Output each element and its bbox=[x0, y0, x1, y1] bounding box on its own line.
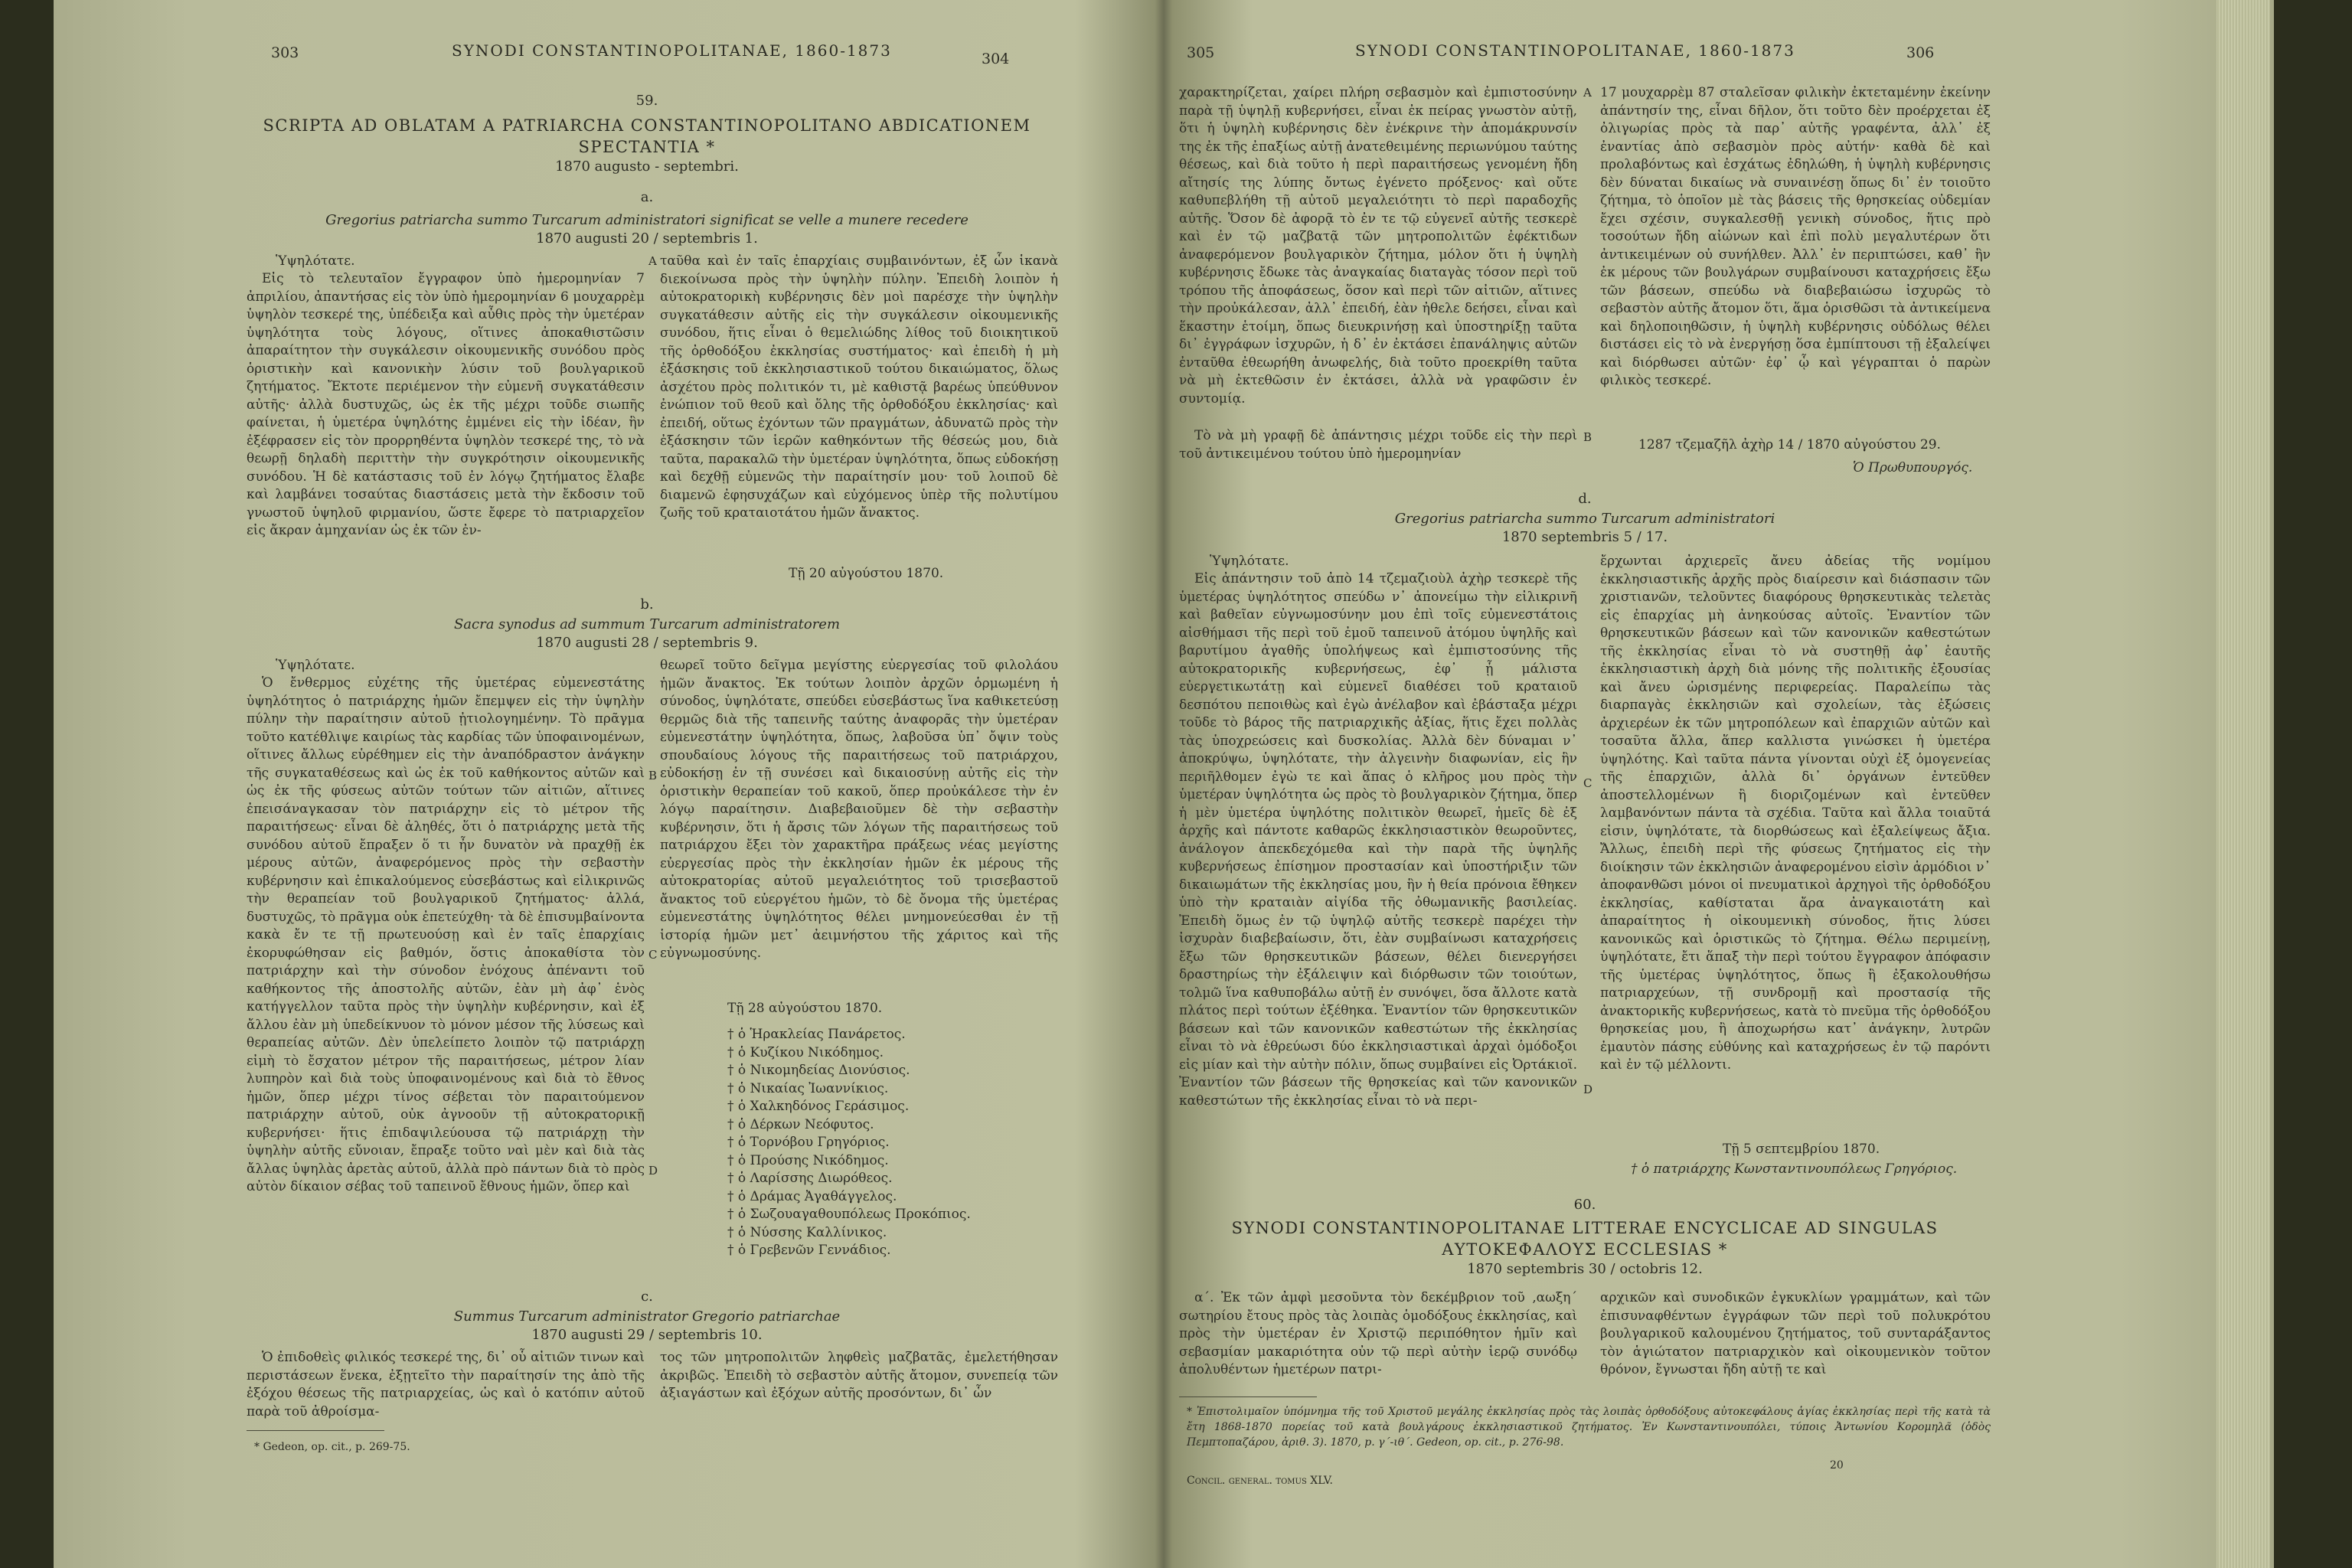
running-head: SYNODI CONSTANTINOPOLITANAE, 1860-1873 bbox=[452, 41, 892, 60]
section-date: 1870 septembris 5 / 17. bbox=[1501, 529, 1668, 545]
document-number: 60. bbox=[1573, 1197, 1596, 1213]
section-heading: Gregorius patriarcha summo Turcarum administratori significat se velle a munere recedere bbox=[325, 212, 969, 228]
left-page bbox=[54, 0, 1080, 1568]
closing-date: Τῇ 5 σεπτεμβρίου 1870. bbox=[1723, 1142, 1880, 1157]
footnote-rule bbox=[247, 1430, 384, 1431]
margin-letter: D bbox=[648, 1164, 658, 1178]
document-title: SYNODI CONSTANTINOPOLITANAE LITTERAE ENCYCLICAE AD SINGULAS bbox=[1231, 1219, 1939, 1237]
text-column: Τὸ νὰ μὴ γραφῇ δὲ ἀπάντησις μέχρι τοῦδε εἰς τὴν περὶ τοῦ ἀντικειμένου τούτου ὑπὸ ἡμερομηνίαν bbox=[1179, 428, 1577, 462]
signatory: † ὁ Ἡρακλείας Πανάρετος. bbox=[727, 1027, 906, 1042]
text-column: Ὁ ἔνθερμος εὐχέτης τῆς ὑμετέρας εὐμενεστάτης ὑψηλότητος ὁ πατριάρχης ἡμῶν ἔπεμψεν εἰς τὴν ὑψηλὴν πύλην τὴν παραίτησιν αὐτοῦ ᾐτιολογημένην. Τὸ πρᾶγμα τοῦτο κατέθλιψε καιρίως τὰς καρδίας τῶν ὑποφαινομένων, οἵτινες ἄλλως εὑρέθημεν εἰς τὴν ἀναπόδραστον ἀνάγκην τῆς συγκαταθέσεως καὶ ὡς ἐκ τοῦ καθήκοντος αὐτῶν καὶ ὡς ἐκ τῆς φύσεως αὐτῶν τούτων τῶν αἰτιῶν, αἵτινες ἐπεισάναγκασαν τὸν πατριάρχην εἰς τὸ μέτρον τῆς παραιτήσεως· εἶναι δὲ ἀληθές, ὅτι ὁ πατριάρχης μετὰ τῆς συνόδου αὐτοῦ ἔπραξεν ὅ τι ἦν δυνατὸν νὰ πραχθῇ ἐκ μέρους αὐτῶν, ἀναφερόμενος πρὸς τὴν σεβαστὴν κυβέρνησιν καὶ ἐπικαλούμενος εὐσεβάστως καὶ εἰλικρινῶς τὴν θεραπείαν τοῦ βουλγαρικοῦ ζητήματος· ἀλλά, δυστυχῶς, τὸ πρᾶγμα οὐκ ἐπετεύχθη· τὰ δὲ ἐπισυμβαίνοντα κακὰ ἔν τε τῇ πρωτευούσῃ καὶ ἐν ταῖς ἐπαρχίαις ἐκορυφώθησαν εἰς βαθμόν, ὅστις ἀποκαθίστα τὸν πατριάρχην καὶ τὴν σύνοδον ἐνόχους ἀπέναντι τοῦ καθήκοντος τῆς ἀποστολῆς αὐτῶν, ἐὰν μὴ ἀφ᾽ ἑνὸς κατήγγελλον ταῦτα πρὸς τὴν ὑψηλὴν κυβέρνησιν, καὶ ἐξ ἄλλου ἐὰν μὴ ὑπεδείκνυον τὸ μόνον μέσον τῆς λύσεως καὶ θεραπείας αὐτῶν. Δὲν ὑπελείπετο λοιπὸν τῷ πατριάρχῃ εἰμὴ τὸ ἔσχατον μέτρον τῆς παραιτήσεως, μέτρον λίαν λυπηρὸν καὶ διὰ τοὺς ὑποφαινομένους καὶ διὰ τὸ ἔθνος ἡμῶν, ὅπερ μέχρι τίνος σέβεται τὸν παραιτούμενον πατριάρχην αὐτοῦ, οὐκ ἀγνοοῦν τῇ αὐτοκρατορικῇ κυβερνήσει· ἥτις ἐπιδαψιλεύουσα τῷ πατριάρχῃ τὴν ὑψηλὴν αὐτῆς εὔνοιαν, ἔπραξε τοῦτο ναὶ μὲν καὶ διὰ τὰς ἄλλας ὑψηλὰς ἀρετὰς αὐτοῦ, ἀλλὰ πρὸ πάντων διὰ τὸ πρὸς αὐτὸν δίκαιον σέβας τοῦ ταπεινοῦ ἔθνους ἡμῶν, ὅπερ καὶ bbox=[247, 675, 645, 1194]
signatory: † ὁ Γρεβενῶν Γεννάδιος. bbox=[727, 1243, 891, 1258]
signatory: † ὁ Προύσης Νικόδημος. bbox=[727, 1152, 889, 1168]
margin-letter: B bbox=[1583, 430, 1592, 444]
right-page bbox=[1141, 0, 2128, 1568]
text-column: 17 μουχαρρὲμ 87 σταλεῖσαν φιλικὴν ἐκτεταμένην ἐκείνην ἀπάντησίν της, εἶναι δῆλον, ὅτι τοῦτο δὲν προέρχεται ἐξ ὀλιγωρίας πρὸς τὰ παρ᾽ αὐτῆς γραφέντα, ἀλλ᾽ ἐξ ἐναντίας ἀπὸ σεβασμὸν πρὸς αὐτήν· καθὰ δὲ καὶ προλαβόντως καὶ ἐσχάτως ἐδηλώθη, ἡ ὑψηλὴ κυβέρνησις δὲν δύναται δικαίως νὰ συναινέσῃ ὅπως δι᾽ ἐν τοιοῦτο ζήτημα, τὸ ὁποῖον μὲ τὰς βάσεις τῆς θρησκείας οὐδεμίαν ἔχει σχέσιν, συγκαλεσθῇ γενικὴ σύνοδος, ἥτις πρὸ τοσούτων ἤδη αἰώνων καὶ ἐπὶ πολὺ μεγαλυτέρων ὅτι ἀντικειμένων οὐ συνήλθεν. Ἀλλ᾽ ἐν περιπτώσει, καθ᾽ ἣν ἐκ μέρους τῶν βουλγάρων συμβαίνουσι καταχρήσεις ἔξω τῶν βάσεων, σπεύδω νὰ διαβεβαιώσω ἰσχυρῶς τὸ σεβαστὸν αὐτῆς ἄτομον ὅτι, ἅμα ὁρισθῶσι τὰ ἀντικείμενα καὶ δηλοποιηθῶσιν, ἡ ὑψηλὴ κυβέρνησις οὐδόλως θέλει διστάσει εἰς τὸ νὰ ἐνεργήσῃ ὅσα ἐμπίπτουσι τῇ ἐξαλείψει καὶ διόρθωσει αὐτῶν· ἐφ᾽ ᾧ καὶ γέγραπται ὁ παρὼν φιλικὸς τεσκερέ. bbox=[1600, 85, 1991, 388]
document-title: ΑΥΤΟΚΕΦΑΛΟΥΣ ECCLESIAS * bbox=[1442, 1240, 1728, 1259]
volume-signature: Concil. general. tomus XLV. bbox=[1187, 1475, 1333, 1487]
document-title: SCRIPTA AD OBLATAM A PATRIARCHA CONSTANTINOPOLITANO ABDICATIONEM bbox=[263, 116, 1031, 135]
text-column: ἔρχωνται ἀρχιερεῖς ἄνευ ἀδείας τῆς νομίμου ἐκκλησιαστικῆς ἀρχῆς πρὸς διαίρεσιν καὶ διάσπασιν τῶν χριστιανῶν, τελοῦντες διαφόρους θρησκευτικὰς τελετὰς εἰς ἐπαρχίας μὴ ἀνηκούσας αὐτοῖς. Ἐναντίον τῶν θρησκευτικῶν βάσεων καὶ τῶν κανονικῶν καθεστώτων τῆς ἐκκλησίας εἶναι τὸ νὰ συστηθῇ ἀφ᾽ ἑαυτῆς ἐκκλησιαστικὴ ἀρχὴ διὰ μόνης τῆς πολιτικῆς ἐξουσίας καὶ ἄνευ ὡρισμένης περιφερείας. Παραλείπω τὰς διαρπαγὰς ἐκκλησιῶν καὶ σχολείων, τὰς ἐξώσεις ἀρχιερέων ἐκ τῶν μητροπόλεων καὶ ἐπαρχιῶν αὐτῶν καὶ τοσαῦτα ἄλλα, ἅπερ καλλιστα γινώσκει ἡ ὑμετέρα ὑψηλότης. Καὶ ταῦτα πάντα γίνονται οὐχὶ ἐξ ὁμογενείας τῆς ἐπαρχιῶν, ἀλλὰ δι᾽ ὀργάνων ἐντεῦθεν ἀποστελλομένων ἢ διοριζομένων καὶ ἐντεῦθεν λαμβανόντων πάντα τὰ σχέδια. Ταῦτα καὶ ἄλλα τοιαῦτά εἰσιν, ὑψηλότατε, τὰ διορθώσεως καὶ ἐξαλείψεως ἄξια. Ἄλλως, ἐπειδὴ περὶ τῆς φύσεως ζητήματος εἰς τὴν διοίκησιν τῶν ἐκκλησιῶν ἀναφερομένου εἰσὶν ἁρμόδιοι ν᾽ ἀποφανθῶσι μόνοι οἱ πνευματικοὶ ἀρχηγοὶ τῆς ὀρθοδόξου ἐκκλησίας, καθίσταται ἄρα ἀναγκαιοτάτη καὶ ἀπαραίτητος ἡ οἰκουμενικὴ σύνοδος, ἥτις λύσει κανονικῶς καὶ ὁριστικῶς τὸ ζήτημα. Θέλω περιμείνῃ, ὑψηλότατε, ἔτι ἅπαξ τὴν περὶ τούτου ἔγγραφον ἀπόφασιν τῆς ὑμετέρας ὑψηλότητος, ὅπως ἢ ἐξακολουθήσω πατριαρχεύων, τῇ συνδρομῇ καὶ προστασίᾳ τῆς ἀνακτορικῆς κυβερνήσεως, κατὰ τὸ πνεῦμα τῆς ὀρθοδόξου θρησκείας μου, ἢ ἀποχωρήσω κατ᾽ ἀνάγκην, λυτρῶν ἐμαυτὸν πάσης εὐθύνης καὶ καταχρήσεως ἐν τῷ παρόντι καὶ ἐν τῷ μέλλοντι. bbox=[1600, 554, 1991, 1073]
text-column: Εἰς ἀπάντησιν τοῦ ἀπὸ 14 τζεμαζιοὺλ ἀχὴρ τεσκερὲ τῆς ὑμετέρας ὑψηλότητος σπεύδω ν᾽ ἀπονείμω τὴν εἰλικρινῆ καὶ βαθεῖαν εὐγνωμοσύνην μου ἐπὶ τοῖς εὐμενεστάτοις αἰσθήμασι τῆς περὶ τοῦ ἐμοῦ ταπεινοῦ ἀτόμου ὑψηλῆς καὶ βαρυτίμου ἀγαθῆς ὑπολήψεως καὶ ἐμπιστοσύνης τῆς αὐτοκρατορικῆς κυβερνήσεως, ἐφ᾽ ᾗ μάλιστα εὐεργετικωτάτῃ καὶ εὐμενεῖ διαθέσει τοῦ κραταιοῦ δεσπότου πεποιθὼς καὶ ἐγὼ ἀνέλαβον καὶ ἐβάσταξα μέχρι τοῦδε τὸ βάρος τῆς πατριαρχικῆς ἀξίας, ἥτις ἔχει πολλὰς τὰς ὑποχρεώσεις καὶ δυσκολίας. Ἀλλὰ δὲν δύναμαι ν᾽ ἀποκρύψω, ὑψηλότατε, τὴν ἀλγεινὴν διαφωνίαν, εἰς ἣν περιῆλθομεν ἐγὼ τε καὶ ἅπας ὁ κλῆρος μου πρὸς τὴν ὑμετέραν ὑψηλότητα ὡς πρὸς τὸ βουλγαρικὸν ζήτημα, ὅπερ ἡ μὲν ὑμετέρα ὑψηλότης πολιτικὸν θεωρεῖ, ἡμεῖς δὲ ἐξ ἀρχῆς καὶ πάντοτε καθαρῶς ἐκκλησιαστικὸν θεωροῦντες, ἀνάλογον ἀπεκδεχόμεθα καὶ τὴν παρὰ τῆς ὑψηλῆς κυβερνήσεως ἐπίσημον προστασίαν καὶ ὑποστήριξιν τῶν δικαιωμάτων τῆς ἐκκλησίας μου, ἣν ἡ θεία πρόνοια ἔθηκεν ὑπὸ τὴν κραταιὰν αἰγίδα τῆς ὀθωμανικῆς βασιλείας. Ἐπειδὴ ὅμως ἐν τῷ ὑψηλῷ αὐτῆς τεσκερὲ παρέχει τὴν ἰσχυρὰν διαβεβαίωσιν, ὅτι, ἐὰν συμβαίνωσι καταχρήσεις ἔξω τῶν θρησκευτικῶν βάσεων, θέλει διενεργήσει δραστηρίως τὴν ἐξάλειψιν καὶ διόρθωσιν τῶν τοιούτων, τολμῶ ἵνα καθυποβάλω αὐτῇ ἐν συνόψει, ὅσα ἄλλοτε κατὰ πλάτος περὶ τούτων ἐξέθηκα. Ἐναντίον τῶν θρησκευτικῶν βάσεων καὶ τῶν κανονικῶν καθεστώτων τῆς ἐκκλησίας εἶναι τὸ νὰ ἐθρεύωσι δύο ἐκκλησιαστικαὶ ἀρχαὶ ὁμόδοξοι εἰς μίαν καὶ τὴν αὐτὴν πόλιν, ὅπως συμβαίνει εἰς Ὀρτάκιοϊ. Ἐναντίον τῶν βάσεων τῆς θρησκείας καὶ τῶν κανονικῶν καθεστώτων τῆς ἐκκλησίας εἶναι τὸ νὰ περι- bbox=[1179, 571, 1577, 1109]
margin-letter: B bbox=[648, 769, 658, 782]
margin-letter: C bbox=[648, 948, 658, 962]
signatory: † ὁ Σωζουαγαθουπόλεως Προκόπιος. bbox=[727, 1207, 971, 1222]
page-edge-right bbox=[2216, 0, 2270, 1568]
signature: Ὁ Πρωθυπουργός. bbox=[1853, 460, 1973, 475]
signatory: † ὁ Κυζίκου Νικόδημος. bbox=[727, 1044, 884, 1060]
salutation: Ὑψηλότατε. bbox=[276, 253, 355, 269]
section-letter: b. bbox=[640, 596, 654, 612]
text-column: τος τῶν μητροπολιτῶν ληφθεὶς μαζβατᾶς, ἐμελετήθησαν ἀκριβῶς. Ἐπειδὴ τὸ σεβαστὸν αὐτῆς ἄτομον, συνεπείᾳ τῶν ἀξιαγάστων καὶ ἐξόχων αὐτῆς προσόντων, δι᾽ ὧν bbox=[660, 1350, 1058, 1401]
salutation: Ὑψηλότατε. bbox=[276, 658, 355, 673]
section-letter: d. bbox=[1578, 491, 1592, 507]
signatory: † ὁ Δράμας Ἀγαθάγγελος. bbox=[727, 1188, 897, 1204]
document-date: 1870 augusto - septembri. bbox=[555, 158, 739, 175]
signatory: † ὁ Νικαίας Ἰωαννίκιος. bbox=[727, 1080, 889, 1096]
signatories-list bbox=[727, 1026, 971, 1260]
section-date: 1870 augusti 29 / septembris 10. bbox=[531, 1327, 763, 1343]
section-date: 1870 augusti 28 / septembris 9. bbox=[536, 635, 758, 651]
text-column: Ὁ ἐπιδοθεὶς φιλικός τεσκερέ της, δι᾽ οὗ αἰτιῶν τινων καὶ περιστάσεων ἕνεκα, ἐξῃτεῖτο τὴν παραίτησίν της ἀπὸ τῆς ἐξόχου θέσεως τῆς πατριαρχείας, ὡς καὶ ὁ κατόπιν αὐτοῦ παρὰ τοῦ ἀθροίσμα- bbox=[247, 1350, 645, 1419]
gathering-number: 20 bbox=[1830, 1459, 1844, 1472]
document-title: SPECTANTIA * bbox=[578, 138, 716, 156]
page-number: 303 bbox=[271, 44, 299, 61]
page-number: 306 bbox=[1906, 44, 1935, 61]
footnote-rule bbox=[1179, 1396, 1317, 1397]
section-date: 1870 augusti 20 / septembris 1. bbox=[536, 230, 758, 247]
closing-date: Τῇ 20 αὐγούστου 1870. bbox=[789, 566, 944, 581]
salutation: Ὑψηλότατε. bbox=[1210, 554, 1289, 569]
signatory: † ὁ Νικομηδείας Διονύσιος. bbox=[727, 1063, 910, 1078]
closing-date: 1287 τζεμαζῆλ ἀχὴρ 14 / 1870 αὐγούστου 29. bbox=[1638, 437, 1941, 452]
page-number: 305 bbox=[1187, 44, 1215, 61]
document-date: 1870 septembris 30 / octobris 12. bbox=[1467, 1261, 1703, 1277]
running-head: SYNODI CONSTANTINOPOLITANAE, 1860-1873 bbox=[1355, 41, 1795, 60]
footnote: * Gedeon, op. cit., p. 269-75. bbox=[254, 1441, 410, 1453]
signatory: † ὁ Νύσσης Καλλίνικος. bbox=[727, 1224, 887, 1240]
margin-letter: C bbox=[1583, 776, 1592, 790]
margin-letter: A bbox=[1583, 86, 1592, 100]
footnote: * Ἐπιστολιμαῖον ὑπόμνημα τῆς τοῦ Χριστοῦ μεγάλης ἐκκλησίας πρὸς τὰς λοιπὰς ὀρθοδόξους αὐτοκεφάλους ἁγίας ἐκκλησίας περὶ τῆς κατὰ τὰ ἔτη 1868-1870 πορείας τοῦ κατὰ βουλγάρους ἐκκλησιαστικοῦ ζητήματος. Ἐν Κωνσταντινουπόλει, τύποις Ἀντωνίου Κορομηλᾶ (ὁδὸς Πεμπτοπαζάρου, ἀριθ. 3). 1870, p. γ΄-ιθ΄. Gedeon, op. cit., p. 276-98. bbox=[1187, 1406, 1991, 1449]
document-number: 59. bbox=[635, 93, 658, 109]
signatory: † ὁ Χαλκηδόνος Γεράσιμος. bbox=[727, 1099, 910, 1114]
section-heading: Gregorius patriarcha summo Turcarum administratori bbox=[1394, 511, 1775, 527]
closing-date: Τῇ 28 αὐγούστου 1870. bbox=[727, 1001, 883, 1016]
margin-letter: A bbox=[648, 254, 657, 268]
section-letter: a. bbox=[640, 189, 654, 205]
section-heading: Sacra synodus ad summum Turcarum administratorem bbox=[453, 616, 841, 632]
section-heading: Summus Turcarum administrator Gregorio patriarchae bbox=[453, 1308, 841, 1325]
signatory: † ὁ Λαρίσσης Διωρόθεος. bbox=[727, 1171, 893, 1186]
page-number: 304 bbox=[982, 51, 1010, 67]
signature: † ὁ πατριάρχης Κωνσταντινουπόλεως Γρηγόριος. bbox=[1631, 1161, 1958, 1177]
section-letter: c. bbox=[641, 1289, 653, 1305]
margin-letter: D bbox=[1583, 1083, 1593, 1096]
text-column: θεωρεῖ τοῦτο δεῖγμα μεγίστης εὐεργεσίας τοῦ φιλολάου ἡμῶν ἄνακτος. Ἐκ τούτων λοιπὸν ἀρχῶν ὁρμωμένη ἡ σύνοδος, ὑψηλότατε, σπεύδει εὐσεβάστως ἵνα καθικετεύσῃ θερμῶς διὰ τῆς ταπεινῆς ταύτης ἀναφορᾶς τὴν ὑμετέραν εὐμενεστάτην ὑψηλότητα, ὅπως, λαβοῦσα ὑπ᾽ ὄψιν τοὺς σπουδαίους λόγους τῆς παραιτήσεως τοῦ πατριάρχου, εὐδοκήσῃ ἐν τῇ συνέσει καὶ δικαιοσύνῃ αὐτῆς εἰς τὴν ὁριστικὴν θεραπείαν τοῦ κακοῦ, ὅπερ προὐκάλεσε τὴν ἐν λόγῳ παραίτησιν. Διαβεβαιοῦμεν δὲ τὴν σεβαστὴν κυβέρνησιν, ὅτι ἡ ἄρσις τῶν λόγων τῆς παραιτήσεως τοῦ πατριάρχου ἔξει τὸν χαρακτῆρα πράξεως νέας μεγίστης εὐεργεσίας πρὸς τὴν ἐκκλησίαν ἡμῶν ἐκ μέρους τῆς αὐτοκρατορίας αὐτοῦ μεγαλειότητος τοῦ τρισεβαστοῦ ἄνακτος τοῦ εὐεργέτου ἡμῶν, τὸ δὲ ὄνομα τῆς ὑμετέρας εὐμενεστάτης ὑψηλότητος θέλει μνημονεύεσθαι ἐν τῇ ἱστορίᾳ ἡμῶν μετ᾽ ἀειμνήστου τῆς χάριτος καὶ τῆς εὐγνωμοσύνης. bbox=[660, 658, 1058, 961]
text-column: α΄. Ἐκ τῶν ἀμφὶ μεσοῦντα τὸν δεκέμβριον τοῦ ‚αωξη΄ σωτηρίου ἔτους πρὸς τὰς λοιπὰς ὁμοδόξους ἐκκλησίας, καὶ πρὸς τὴν ὑμετέραν ἐν Χριστῷ περιπόθητον ἡμῖν καὶ σεβασμίαν μακαριότητα οὐν τῷ περὶ αὐτὴν ἱερῷ συνόδῳ ἀπολυθέντων ἡμετέρων πατρι- bbox=[1179, 1290, 1577, 1377]
signatory: † ὁ Τορνόβου Γρηγόριος. bbox=[727, 1135, 890, 1150]
text-column: χαρακτηρίζεται, χαίρει πλήρη σεβασμὸν καὶ ἐμπιστοσύνην παρὰ τῇ ὑψηλῇ κυβερνήσει, εἶναι ἐκ πείρας γνωστὸν αὐτῇ, ὅτι ἡ ὑψηλὴ κυβέρνησις δὲν ἐνέκρινε τὴν ἀπομάκρυνσίν της ἐκ τῆς ἐπαξίως αὐτῇ ἀνατεθειμένης περιωνύμου ταύτης θέσεως, καὶ διὰ τοῦτο ἡ περὶ παραιτήσεως γενομένη ἤδη αἴτησίς της λύπης ὄντως ἐγένετο πρόξενος· καὶ οὔτε καθυπεβλήθη τῇ αὐτοῦ μεγαλειότητι τὸ περὶ παραδοχῆς αὐτῆς. Ὅσον δὲ ἀφορᾷ τὸ ἐν τε τῷ εὐγενεῖ αὐτῆς τεσκερὲ καὶ ἐν τῷ μαζβατᾷ τῶν μητροπολιτῶν ἐφέκτιδων ἀναφερόμενον βουλγαρικὸν ζήτημα, μόλον ὅτι ἡ ὑψηλὴ κυβέρνησις ἔδωκε τὰς ἀναγκαίας διαταγὰς τόσον περὶ τοῦ τρόπου τῆς ἀποφάσεως, ὅσον καὶ περὶ τῶν αἰτιῶν, αἵτινες τὴν προὐκάλεσαν, ἀλλ᾽ ἐπειδή, ἐὰν ἠθελε δεήσει, εἶναι καὶ ἕκαστην ἑτοίμη, ὅπως διευκρινήσῃ καὶ ὑποστηρίξῃ ταῦτα δι᾽ ἐγγράφων ἰσχυρῶν, ἡ δ᾽ ἐν ἐκτάσει ἐπανάληψις αὐτῶν ἐνταῦθα ἐθεωρήθη ἀνωφελής, διὰ τοῦτο προεκρίθη ταῦτα νὰ μὴ ἐκτεθῶσιν ἐν ἐκτάσει, ἀλλὰ νὰ γραφῶσιν ἐν συντομίᾳ. bbox=[1179, 85, 1577, 407]
text-column: αρχικῶν καὶ συνοδικῶν ἐγκυκλίων γραμμάτων, καὶ τῶν ἐπισυναφθέντων ἐγγράφων τῶν περὶ τοῦ πολυκρότου βουλγαρικοῦ καλουμένου ζητήματος, τοῦ συνταράξαντος τὸν ἁγιώτατον πατριαρχικὸν καὶ οἰκουμενικὸν τοῦτον θρόνον, ἔγνωσται ἤδη αὐτῇ τε καὶ bbox=[1600, 1290, 1991, 1377]
text-column: Εἰς τὸ τελευταῖον ἔγγραφον ὑπὸ ἡμερομηνίαν 7 ἀπριλίου, ἀπαντήσας εἰς τὸν ὑπὸ ἡμερομηνίαν 6 μουχαρρὲμ ὑψηλὸν τεσκερέ της, ὑπέδειξα καὶ αὖθις πρὸς τὴν ὑμετέραν ὑψηλότητα τοὺς λόγους, οἵτινες ἀποκαθιστῶσιν ἀπαραίτητον τὴν συγκάλεσιν οἰκουμενικῆς συνόδου πρὸς ὁριστικὴν καὶ κανονικὴν λύσιν τοῦ βουλγαρικοῦ ζητήματος. Ἔκτοτε περιέμενον τὴν εὐμενῆ συγκατάθεσιν αὐτῆς· ἀλλὰ δυστυχῶς, ὡς ἐκ τῆς μέχρι τοῦδε σιωπῆς φαίνεται, ἡ ὑμετέρα ὑψηλότης ἐμμένει εἰς τὴν ἰδέαν, ἣν ἐξέφρασεν εἰς τὸν προρρηθέντα ὑψηλὸν τεσκερέ της, τὸ νὰ θεωρῇ δηλαδὴ περιττὴν τὴν συγκρότησιν οἰκουμενικῆς συνόδου. Ἡ δὲ κατάστασις τοῦ ἐν λόγῳ ζητήματος ἔλαβε καὶ λαμβάνει τοσαύτας διαστάσεις μετὰ τὴν ἔκδοσιν τοῦ γνωστοῦ ὑψηλοῦ φιρμανίου, ὥστε ἔφερε τὸ πατριαρχεῖον εἰς ἄκραν ἀμηχανίαν ὡς ἐκ τῶν ἐν- bbox=[247, 271, 645, 538]
signatory: † ὁ Δέρκων Νεόφυτος. bbox=[727, 1116, 874, 1132]
text-column: ταῦθα καὶ ἐν ταῖς ἐπαρχίαις συμβαινόντων, ἐξ ὧν ἱκανὰ διεκοίνωσα πρὸς τὴν ὑψηλὴν πύλην. Ἐπειδὴ λοιπὸν ἡ αὐτοκρατορικὴ κυβέρνησις δὲν μοὶ παρέσχε τὴν ὑψηλὴν συγκατάθεσιν αὐτῆς εἰς τὴν συγκάλεσιν οἰκουμενικῆς συνόδου, ἥτις εἶναι ὁ θεμελιώδης λίθος τοῦ διοικητικοῦ τῆς ὀρθοδόξου ἐκκλησίας συστήματος· καὶ ἐπειδὴ ἡ μὴ ἐξάσκησις τοῦ ἐκκλησιαστικοῦ τούτου δικαιώματος, ὅλως ἀσχέτου πρὸς πολιτικόν τι, μὲ καθιστᾷ βαρέως ὑπεύθυνον ἐνώπιον τοῦ θεοῦ καὶ ὅλης τῆς ὀρθοδόξου ἐκκλησίας· καὶ ἐπειδή, οὕτως ἐχόντων τῶν πραγμάτων, ἀδυνατῶ πρὸς τὴν ἐξάσκησιν τῶν ἱερῶν καθηκόντων τῆς θέσεώς μου, διὰ ταῦτα, παρακαλῶ τὴν ὑμετέραν ὑψηλότητα, ὅπως εὐδοκήσῃ καὶ δεχθῇ εὐμενῶς τὴν παραίτησίν μου· τοῦ λοιποῦ δὲ διαμενῶ ἐφησυχάζων καὶ εὐχόμενος ὑπὲρ τῆς πολυτίμου ζωῆς τοῦ κραταιοτάτου ἡμῶν ἄνακτος. bbox=[660, 253, 1058, 521]
